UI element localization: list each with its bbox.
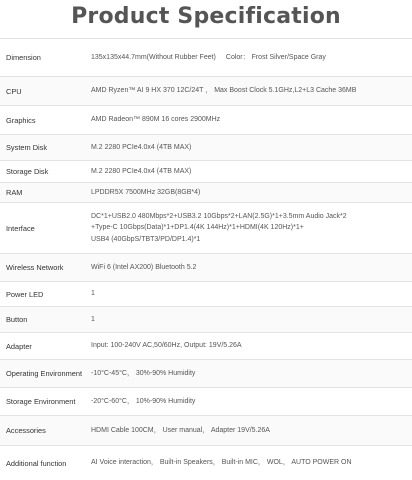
spec-value-line: AMD Ryzen™ AI 9 HX 370 12C/24T ， Max Boost Clock 5.1GHz,L2+L3 Cache 36MB — [91, 87, 357, 95]
spec-label: System Disk — [6, 143, 48, 152]
spec-label: Wireless Network — [6, 263, 64, 272]
spec-value-line: 1 — [91, 290, 95, 298]
spec-value-line: AMD Radeon™ 890M 16 cores 2900MHz — [91, 116, 221, 124]
spec-label: Graphics — [6, 115, 36, 125]
spec-row-cpu — [0, 76, 412, 105]
spec-row-graphics — [0, 105, 412, 134]
spec-label: Storage Disk — [6, 167, 49, 176]
spec-value-line: HDMI Cable 100CM， User manual， Adapter 19V/5.26A — [91, 426, 270, 434]
spec-value — [90, 114, 412, 126]
spec-value — [90, 314, 412, 326]
spec-value-line: USB4 (40GbpS/TBT3/PD/DP1.4)*1 — [91, 235, 201, 243]
spec-value-line: LPDDR5X 7500MHz 32GB(8GB*4) — [91, 188, 201, 196]
spec-row-adapter — [0, 332, 412, 359]
spec-value-line: 1 — [91, 315, 95, 323]
spec-label: Button — [6, 315, 28, 324]
spec-row-power-led — [0, 281, 412, 306]
spec-value-line: M.2 2280 PCIe4.0x4 (4TB MAX) — [91, 143, 192, 151]
spec-value-line: +Type-C 10Gbps(Data)*1+DP1.4(4K 144Hz)*1+HDMI(4K 120Hz)*1+ — [91, 224, 304, 232]
spec-label: Adapter — [6, 341, 32, 351]
spec-row-ram — [0, 182, 412, 202]
spec-row-operating-environment — [0, 359, 412, 387]
spec-value-line: Input: 100-240V AC,50/60Hz, Output: 19V/5.26A — [91, 342, 242, 350]
spec-value — [90, 425, 412, 437]
spec-value-line: -10°C-45°C， 30%-90% Humidity — [91, 369, 196, 377]
spec-label: CPU — [6, 86, 22, 96]
spec-label: Dimension — [6, 53, 41, 62]
spec-value-line: M.2 2280 PCIe4.0x4 (4TB MAX) — [91, 167, 192, 175]
spec-value — [90, 142, 412, 154]
spec-value-line: AI Voice interaction， Built-in Speakers， Built-in MIC， WOL， AUTO POWER ON — [91, 459, 352, 467]
spec-value-line: -20°C-60°C， 10%-90% Humidity — [91, 397, 196, 405]
spec-value-line: 135x135x44.7mm(Without Rubber Feet) — [91, 53, 216, 61]
spec-table — [0, 38, 412, 480]
spec-label: Operating Environment — [6, 369, 82, 378]
spec-label: Accessories — [6, 426, 46, 435]
spec-value — [90, 288, 412, 300]
spec-value — [90, 396, 412, 408]
spec-row-accessories — [0, 415, 412, 445]
spec-value — [90, 52, 412, 64]
spec-value-line: WiFi 6 (Intel AX200) Bluetooth 5.2 — [91, 263, 197, 271]
spec-value — [90, 187, 412, 199]
spec-value — [90, 457, 412, 469]
spec-value — [90, 211, 412, 246]
spec-value — [90, 262, 412, 274]
spec-row-interface — [0, 202, 412, 253]
spec-row-button — [0, 306, 412, 332]
spec-row-additional-function — [0, 445, 412, 480]
spec-row-storage-disk — [0, 160, 412, 182]
spec-value-color: Color： Frost Silver/Space Gray — [225, 53, 326, 61]
spec-value — [90, 340, 412, 352]
page-title: Product Specification — [71, 4, 341, 29]
spec-label: Storage Environment — [6, 397, 76, 406]
spec-label: Power LED — [6, 289, 44, 299]
spec-value — [90, 368, 412, 380]
spec-row-wireless-network — [0, 253, 412, 281]
spec-value — [90, 85, 412, 97]
spec-value-line: DC*1+USB2.0 480Mbps*2+USB3.2 10Gbps*2+LAN(2.5G)*1+3.5mm Audio Jack*2 — [91, 212, 347, 220]
spec-row-system-disk — [0, 134, 412, 160]
spec-label: Interface — [6, 223, 35, 233]
spec-label: Additional function — [6, 458, 67, 468]
spec-value — [90, 166, 412, 178]
spec-row-storage-environment — [0, 387, 412, 415]
spec-label: RAM — [6, 188, 23, 197]
spec-row-dimension — [0, 38, 412, 76]
